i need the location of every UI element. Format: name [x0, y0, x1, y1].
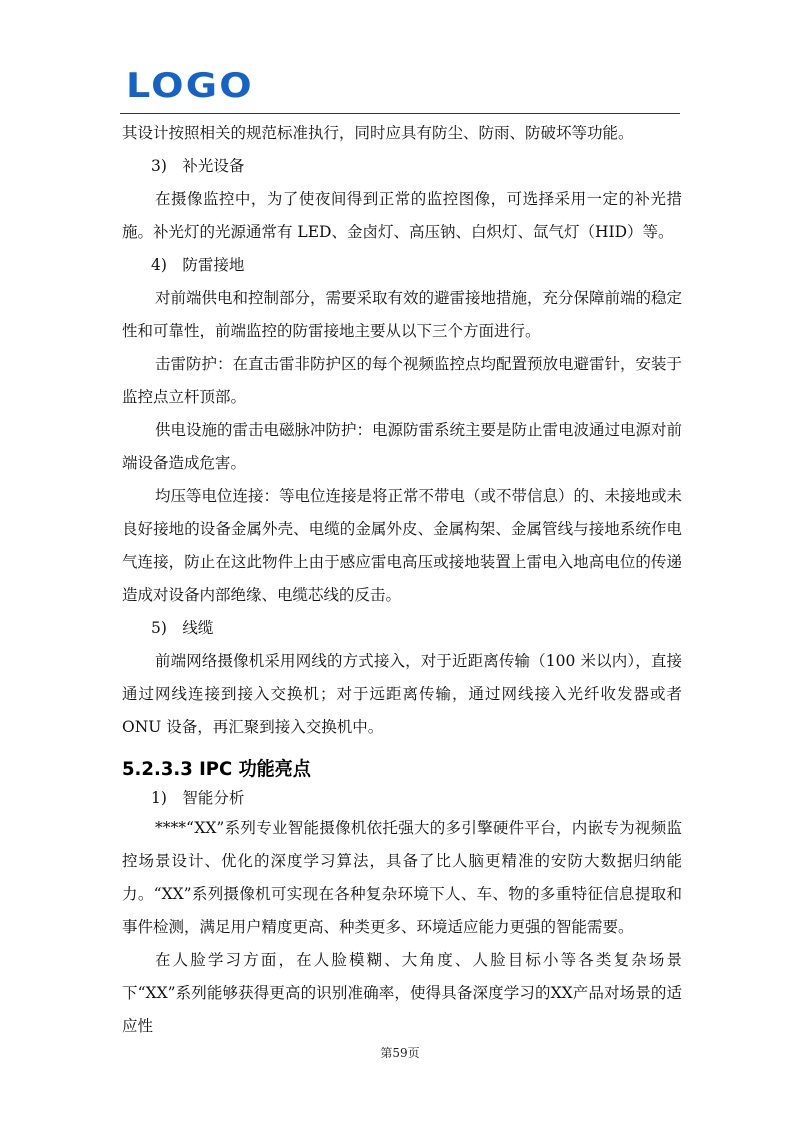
paragraph-lightning-intro: 对前端供电和控制部分，需要采取有效的避雷接地措施，充分保障前端的稳定性和可靠性，前端监控的防雷接地主要从以下三个方面进行。 [122, 289, 683, 340]
paragraph-power-surge: 供电设施的雷击电磁脉冲防护：电源防雷系统主要是防止雷电波通过电源对前端设备造成危害。 [122, 421, 683, 472]
paragraph-smart-camera: ****“XX”系列专业智能摄像机依托强大的多引擎硬件平台，内嵌专为视频监控场景设计、优化的深度学习算法，具备了比人脑更精准的安防大数据归纳能力。“XX”系列摄像机可实现在各种复杂环境下人、车、物的多重特征信息提取和事件检测，满足用户精度更高、种类更多、环境适应能力更强的智能需要。 [122, 819, 682, 936]
logo: LOGO [126, 66, 254, 106]
paragraph-fill-light: 在摄像监控中，为了使夜间得到正常的监控图像，可选择采用一定的补光措施。补光灯的光源通常有 LED、金卤灯、高压钠、白炽灯、氙气灯（HID）等。 [122, 190, 682, 241]
list-item-cables: 5) 线缆 [151, 619, 214, 637]
page-body [122, 117, 682, 1043]
paragraph-direct-strike: 击雷防护：在直击雷非防护区的每个视频监控点均配置预放电避雷针，安装于监控点立杆顶部。 [122, 355, 683, 406]
paragraph-equipotential: 均压等电位连接：等电位连接是将正常不带电（或不带信息）的、未接地或未良好接地的设备金属外壳、电缆的金属外皮、金属构架、金属管线与接地系统作电气连接，防止在这此物件上由于感应雷电高压或接地装置上雷电入地高电位的传递造成对设备内部绝缘、电缆芯线的反击。 [122, 487, 683, 604]
list-item-fill-light: 3) 补光设备 [151, 157, 245, 175]
header-divider [120, 113, 680, 114]
list-item-lightning-grounding: 4) 防雷接地 [151, 256, 245, 274]
page-number: 第59页 [380, 1046, 420, 1060]
paragraph-face-learning: 在人脸学习方面，在人脸模糊、大角度、人脸目标小等各类复杂场景下“XX”系列能够获得更高的识别准确率，使得具备深度学习的XX产品对场景的适应性 [122, 951, 682, 1035]
paragraph-continuation: 其设计按照相关的规范标准执行，同时应具有防尘、防雨、防破坏等功能。 [122, 124, 634, 142]
section-heading: 5.2.3.3 IPC 功能亮点 [122, 758, 311, 780]
list-item-smart-analysis: 1) 智能分析 [151, 789, 245, 807]
paragraph-cables: 前端网络摄像机采用网线的方式接入，对于近距离传输（100 米以内），直接通过网线连接到接入交换机；对于远距离传输，通过网线接入光纤收发器或者ONU 设备，再汇聚到接入交换机中。 [122, 652, 682, 736]
